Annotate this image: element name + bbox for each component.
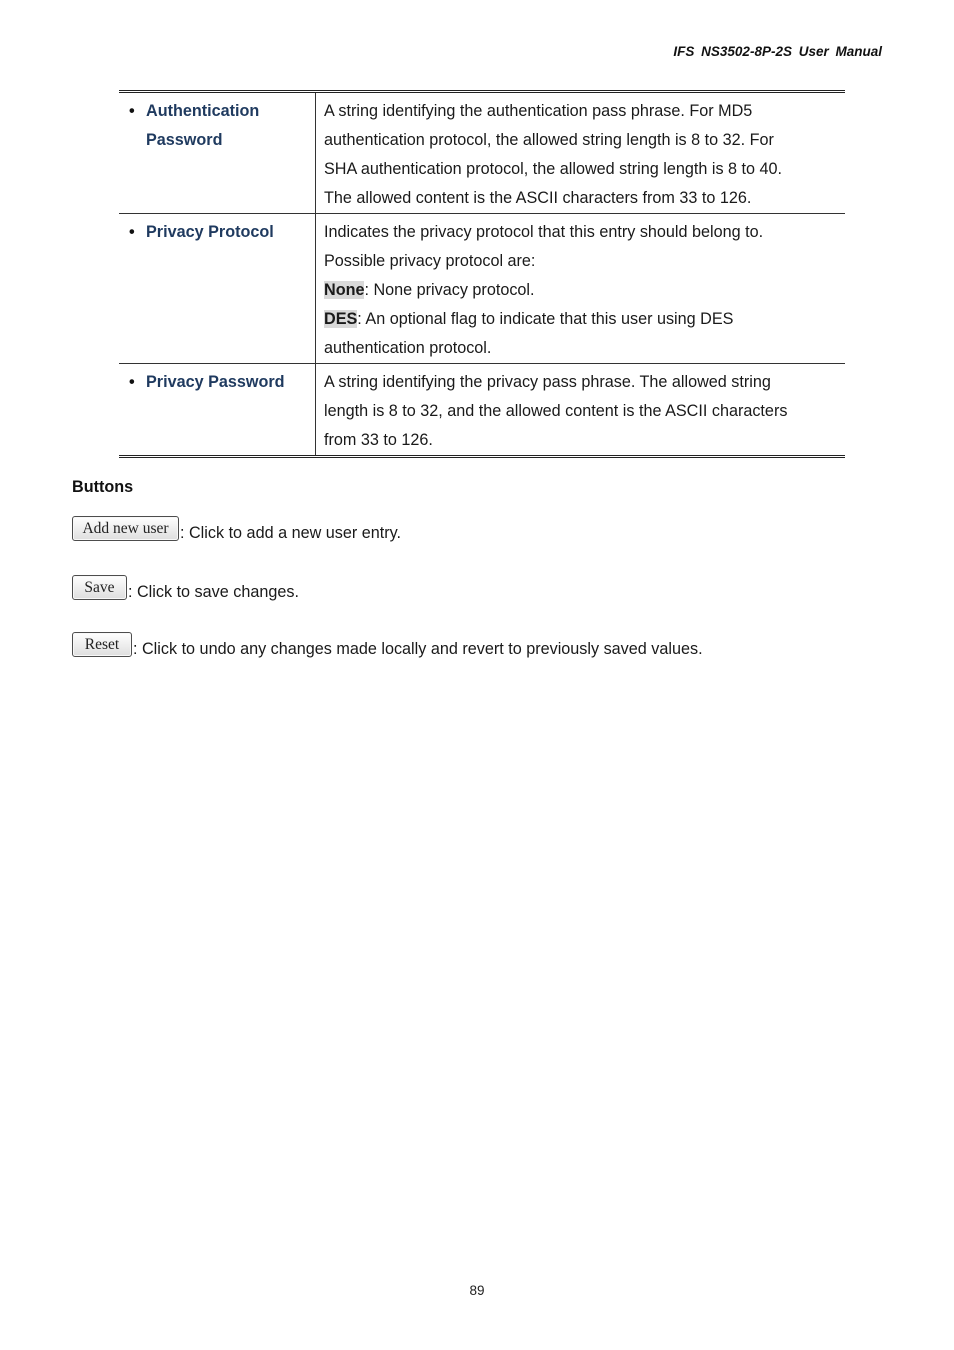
button-description [72, 516, 401, 543]
add-new-user-button[interactable]: Add new user [72, 516, 179, 541]
option-text: : None privacy protocol. [364, 281, 535, 299]
section-title: Buttons [72, 478, 134, 496]
param-name-cell [119, 92, 316, 214]
param-name-cell [119, 214, 316, 364]
reset-button[interactable]: Reset [72, 632, 132, 657]
param-desc-cell [316, 364, 846, 457]
param-desc-cell [316, 214, 846, 364]
option-text: : An optional flag to indicate that this user using DES [357, 310, 734, 328]
option-key: DES [324, 310, 358, 328]
desc-line: authentication protocol, the allowed string length is 8 to 32. For [324, 131, 774, 149]
param-name: Password [146, 131, 223, 149]
desc-line: authentication protocol. [324, 339, 492, 357]
button-desc-text: : Click to save changes. [128, 583, 299, 601]
page-header: IFS NS3502-8P-2S User Manual [673, 44, 882, 59]
param-name-cell [119, 364, 316, 457]
param-desc-cell [316, 92, 846, 214]
desc-line: Indicates the privacy protocol that this entry should belong to. [324, 223, 764, 241]
parameter-table [119, 90, 845, 458]
desc-line: The allowed content is the ASCII characters from 33 to 126. [324, 189, 752, 207]
desc-line: A string identifying the authentication pass phrase. For MD5 [324, 102, 753, 120]
bullet-icon: • [129, 102, 135, 120]
param-name: Privacy Protocol [146, 223, 274, 241]
table-row [119, 214, 845, 364]
desc-line: A string identifying the privacy pass phrase. The allowed string [324, 373, 771, 391]
button-desc-text: : Click to add a new user entry. [180, 524, 402, 542]
page-number: 89 [469, 1283, 485, 1298]
bullet-icon: • [129, 373, 135, 391]
desc-line: Possible privacy protocol are: [324, 252, 536, 270]
table-row [119, 364, 845, 457]
bullet-icon: • [129, 223, 135, 241]
param-name: Privacy Password [146, 373, 285, 391]
option-key: None [324, 281, 365, 299]
save-button[interactable]: Save [72, 575, 127, 600]
button-description [72, 575, 299, 602]
table-row [119, 92, 845, 214]
desc-line: length is 8 to 32, and the allowed content is the ASCII characters [324, 402, 788, 420]
button-description [72, 632, 703, 659]
desc-line: SHA authentication protocol, the allowed string length is 8 to 40. [324, 160, 783, 178]
option-line [324, 305, 837, 334]
button-desc-text: : Click to undo any changes made locally and revert to previously saved values. [133, 640, 703, 658]
desc-line: from 33 to 126. [324, 431, 433, 449]
option-line [324, 276, 837, 305]
param-name: Authentication [146, 102, 260, 120]
